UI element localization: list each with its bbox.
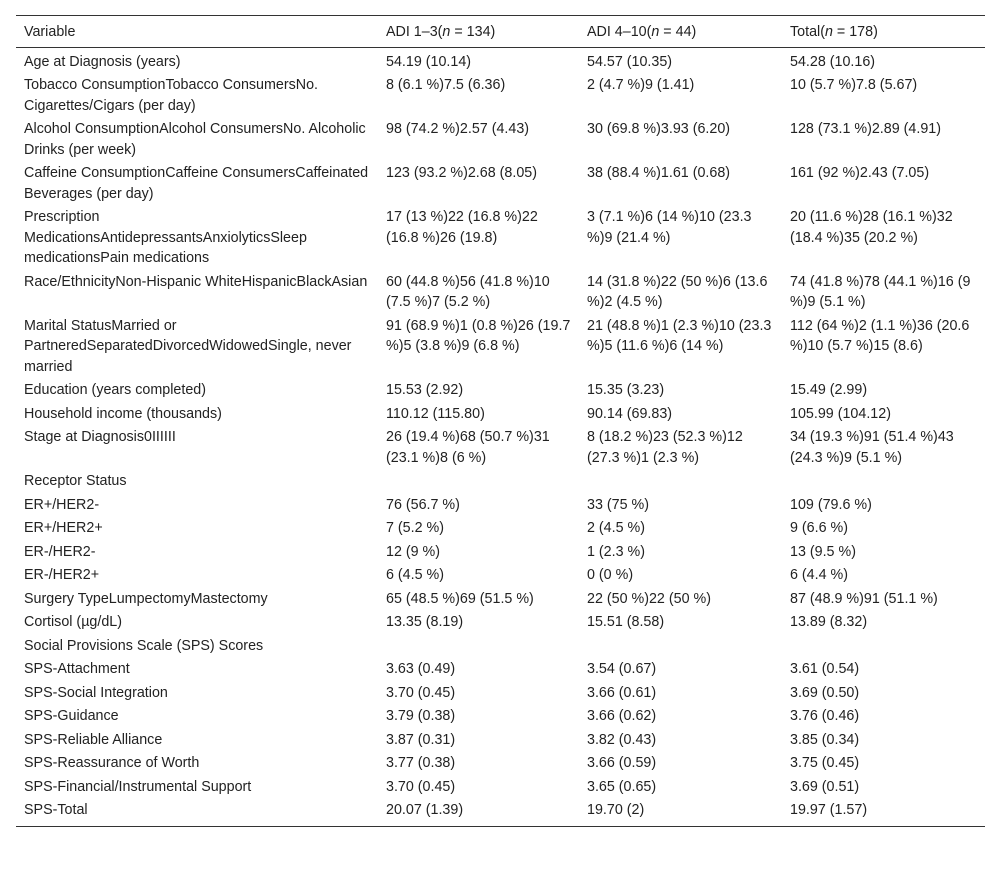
variable-cell: SPS-Attachment (24, 661, 130, 677)
variable-cell: Household income (thousands) (24, 405, 222, 422)
total-cell: 3.75 (0.45) (790, 755, 860, 771)
adi-4-10-cell: 22 (50 %)22 (50 %) (587, 590, 711, 607)
total-cell: 13.89 (8.32) (790, 614, 868, 630)
adi-1-3-cell: 3.79 (0.38) (386, 708, 456, 724)
total-cell: 3.61 (0.54) (790, 661, 860, 677)
adi-4-10-cell: 3.65 (0.65) (587, 778, 657, 795)
demographics-table (16, 15, 985, 827)
total-cell: 3.69 (0.51) (790, 778, 860, 795)
table-row (16, 315, 985, 380)
total-cell: 128 (73.1 %)2.89 (4.91) (790, 121, 942, 137)
adi-1-3-cell: 91 (68.9 %)1 (0.8 %)26 (19.7 %)5 (3.8 %)9 (6.8 %) (386, 317, 571, 354)
adi-1-3-cell: 65 (48.5 %)69 (51.5 %) (386, 590, 534, 607)
table-row (16, 118, 985, 162)
total-cell: 3.85 (0.34) (790, 731, 860, 748)
table-row (16, 47, 985, 74)
variable-cell: Caffeine ConsumptionCaffeine ConsumersCaffeinated Beverages (per day) (24, 165, 369, 202)
adi-4-10-cell: 3.82 (0.43) (587, 731, 657, 748)
adi-4-10-cell: 90.14 (69.83) (587, 405, 673, 422)
variable-cell: Surgery TypeLumpectomyMastectomy (24, 590, 268, 607)
total-cell: 20 (11.6 %)28 (16.1 %)32 (18.4 %)35 (20.2 %) (790, 209, 953, 246)
table-row (16, 206, 985, 271)
adi-4-10-cell: 30 (69.8 %)3.93 (6.20) (587, 121, 731, 137)
adi-1-3-cell: 3.87 (0.31) (386, 731, 456, 748)
adi-1-3-cell: 3.70 (0.45) (386, 684, 456, 701)
table-row (16, 658, 985, 682)
variable-cell: ER-/HER2- (24, 543, 96, 560)
table-row (16, 517, 985, 541)
variable-cell: Education (years completed) (24, 382, 206, 398)
adi-1-3-cell: 12 (9 %) (386, 543, 441, 560)
adi-4-10-cell: 15.35 (3.23) (587, 382, 665, 398)
adi-1-3-cell: 76 (56.7 %) (386, 496, 460, 513)
total-cell: 13 (9.5 %) (790, 543, 856, 560)
variable-cell: Age at Diagnosis (years) (24, 53, 181, 70)
total-cell: 19.97 (1.57) (790, 802, 868, 818)
variable-cell: Receptor Status (24, 473, 127, 489)
total-cell: 105.99 (104.12) (790, 405, 891, 422)
variable-cell: Alcohol ConsumptionAlcohol ConsumersNo. Alcoholic Drinks (per week) (24, 121, 366, 158)
adi-4-10-cell: 3.66 (0.59) (587, 755, 657, 771)
total-cell: 15.49 (2.99) (790, 382, 868, 398)
adi-4-10-cell: 2 (4.7 %)9 (1.41) (587, 77, 695, 93)
adi-4-10-cell: 14 (31.8 %)22 (50 %)6 (13.6 %)2 (4.5 %) (587, 273, 768, 310)
table-row (16, 588, 985, 612)
adi-1-3-cell: 54.19 (10.14) (386, 53, 472, 70)
adi-4-10-cell: 54.57 (10.35) (587, 53, 673, 70)
adi-1-3-cell: 123 (93.2 %)2.68 (8.05) (386, 165, 538, 181)
table-row (16, 403, 985, 427)
adi-1-3-cell: 7 (5.2 %) (386, 520, 445, 536)
variable-cell: ER+/HER2+ (24, 520, 103, 536)
table-row (16, 494, 985, 518)
total-cell: 34 (19.3 %)91 (51.4 %)43 (24.3 %)9 (5.1 %) (790, 429, 954, 466)
adi-1-3-cell (378, 635, 579, 659)
header-variable: Variable (24, 24, 76, 40)
variable-cell: Marital StatusMarried or PartneredSeparatedDivorcedWidowedSingle, never married (24, 317, 352, 375)
adi-1-3-cell: 26 (19.4 %)68 (50.7 %)31 (23.1 %)8 (6 %) (386, 429, 550, 466)
total-cell: 87 (48.9 %)91 (51.1 %) (790, 590, 938, 607)
table-row (16, 379, 985, 403)
total-cell: 54.28 (10.16) (790, 53, 876, 70)
table-row (16, 752, 985, 776)
header-total: Total(n = 178) (790, 24, 878, 40)
adi-4-10-cell: 1 (2.3 %) (587, 543, 646, 560)
variable-cell: ER-/HER2+ (24, 567, 100, 583)
variable-cell: ER+/HER2- (24, 496, 100, 513)
variable-cell: Tobacco ConsumptionTobacco ConsumersNo. Cigarettes/Cigars (per day) (24, 77, 319, 114)
adi-1-3-cell (378, 470, 579, 494)
table-row (16, 541, 985, 565)
total-cell: 109 (79.6 %) (790, 496, 872, 513)
total-cell: 112 (64 %)2 (1.1 %)36 (20.6 %)10 (5.7 %)15 (8.6) (790, 317, 970, 354)
variable-cell: SPS-Financial/Instrumental Support (24, 778, 252, 795)
table-row (16, 271, 985, 315)
total-cell: 10 (5.7 %)7.8 (5.67) (790, 77, 918, 93)
adi-1-3-cell: 98 (74.2 %)2.57 (4.43) (386, 121, 530, 137)
adi-1-3-cell: 20.07 (1.39) (386, 802, 464, 818)
table-row (16, 74, 985, 118)
adi-4-10-cell: 38 (88.4 %)1.61 (0.68) (587, 165, 731, 181)
adi-4-10-cell: 3.54 (0.67) (587, 661, 657, 677)
adi-1-3-cell: 8 (6.1 %)7.5 (6.36) (386, 77, 506, 93)
total-cell: 3.69 (0.50) (790, 684, 860, 701)
table-row (16, 635, 985, 659)
table-row (16, 470, 985, 494)
header-adi-4-10: ADI 4–10(n = 44) (587, 24, 697, 40)
adi-4-10-cell: 0 (0 %) (587, 567, 634, 583)
adi-4-10-cell (579, 470, 782, 494)
table-row (16, 705, 985, 729)
table-row (16, 162, 985, 206)
variable-cell: Prescription MedicationsAntidepressantsAnxiolyticsSleep medicationsPain medications (24, 209, 307, 266)
variable-cell: Cortisol (µg/dL) (24, 614, 123, 630)
variable-cell: Social Provisions Scale (SPS) Scores (24, 637, 264, 654)
variable-cell: Race/EthnicityNon-Hispanic WhiteHispanicBlackAsian (24, 273, 368, 290)
adi-4-10-cell (579, 635, 782, 659)
adi-4-10-cell: 3.66 (0.62) (587, 708, 657, 724)
adi-4-10-cell: 21 (48.8 %)1 (2.3 %)10 (23.3 %)5 (11.6 %)6 (14 %) (587, 317, 772, 354)
adi-4-10-cell: 3 (7.1 %)6 (14 %)10 (23.3 %)9 (21.4 %) (587, 209, 752, 246)
total-cell: 74 (41.8 %)78 (44.1 %)16 (9 %)9 (5.1 %) (790, 273, 971, 310)
adi-4-10-cell: 19.70 (2) (587, 802, 645, 818)
variable-cell: Stage at Diagnosis0IIIIII (24, 429, 176, 445)
adi-4-10-cell: 3.66 (0.61) (587, 684, 657, 701)
table-container (16, 15, 985, 827)
adi-1-3-cell: 3.63 (0.49) (386, 661, 456, 677)
adi-1-3-cell: 15.53 (2.92) (386, 382, 464, 398)
adi-4-10-cell: 8 (18.2 %)23 (52.3 %)12 (27.3 %)1 (2.3 %) (587, 429, 743, 466)
adi-1-3-cell: 60 (44.8 %)56 (41.8 %)10 (7.5 %)7 (5.2 %) (386, 273, 550, 310)
header-row (16, 16, 985, 48)
adi-1-3-cell: 13.35 (8.19) (386, 614, 464, 630)
adi-4-10-cell: 2 (4.5 %) (587, 520, 646, 536)
adi-1-3-cell: 17 (13 %)22 (16.8 %)22 (16.8 %)26 (19.8) (386, 209, 538, 246)
adi-4-10-cell: 15.51 (8.58) (587, 614, 665, 630)
total-cell: 6 (4.4 %) (790, 567, 849, 583)
table-row (16, 564, 985, 588)
total-cell (782, 635, 985, 659)
total-cell: 161 (92 %)2.43 (7.05) (790, 165, 930, 181)
adi-4-10-cell: 33 (75 %) (587, 496, 649, 513)
adi-1-3-cell: 3.70 (0.45) (386, 778, 456, 795)
table-row (16, 799, 985, 826)
variable-cell: SPS-Social Integration (24, 684, 168, 701)
table-row (16, 426, 985, 470)
table-row (16, 611, 985, 635)
variable-cell: SPS-Reassurance of Worth (24, 755, 200, 771)
adi-1-3-cell: 3.77 (0.38) (386, 755, 456, 771)
adi-1-3-cell: 6 (4.5 %) (386, 567, 445, 583)
adi-1-3-cell: 110.12 (115.80) (386, 405, 485, 422)
table-row (16, 776, 985, 800)
header-adi-1-3: ADI 1–3(n = 134) (386, 24, 496, 40)
total-cell: 3.76 (0.46) (790, 708, 860, 724)
variable-cell: SPS-Guidance (24, 708, 119, 724)
variable-cell: SPS-Total (24, 802, 88, 818)
table-row (16, 682, 985, 706)
variable-cell: SPS-Reliable Alliance (24, 731, 163, 748)
total-cell: 9 (6.6 %) (790, 520, 849, 536)
total-cell (782, 470, 985, 494)
table-row (16, 729, 985, 753)
